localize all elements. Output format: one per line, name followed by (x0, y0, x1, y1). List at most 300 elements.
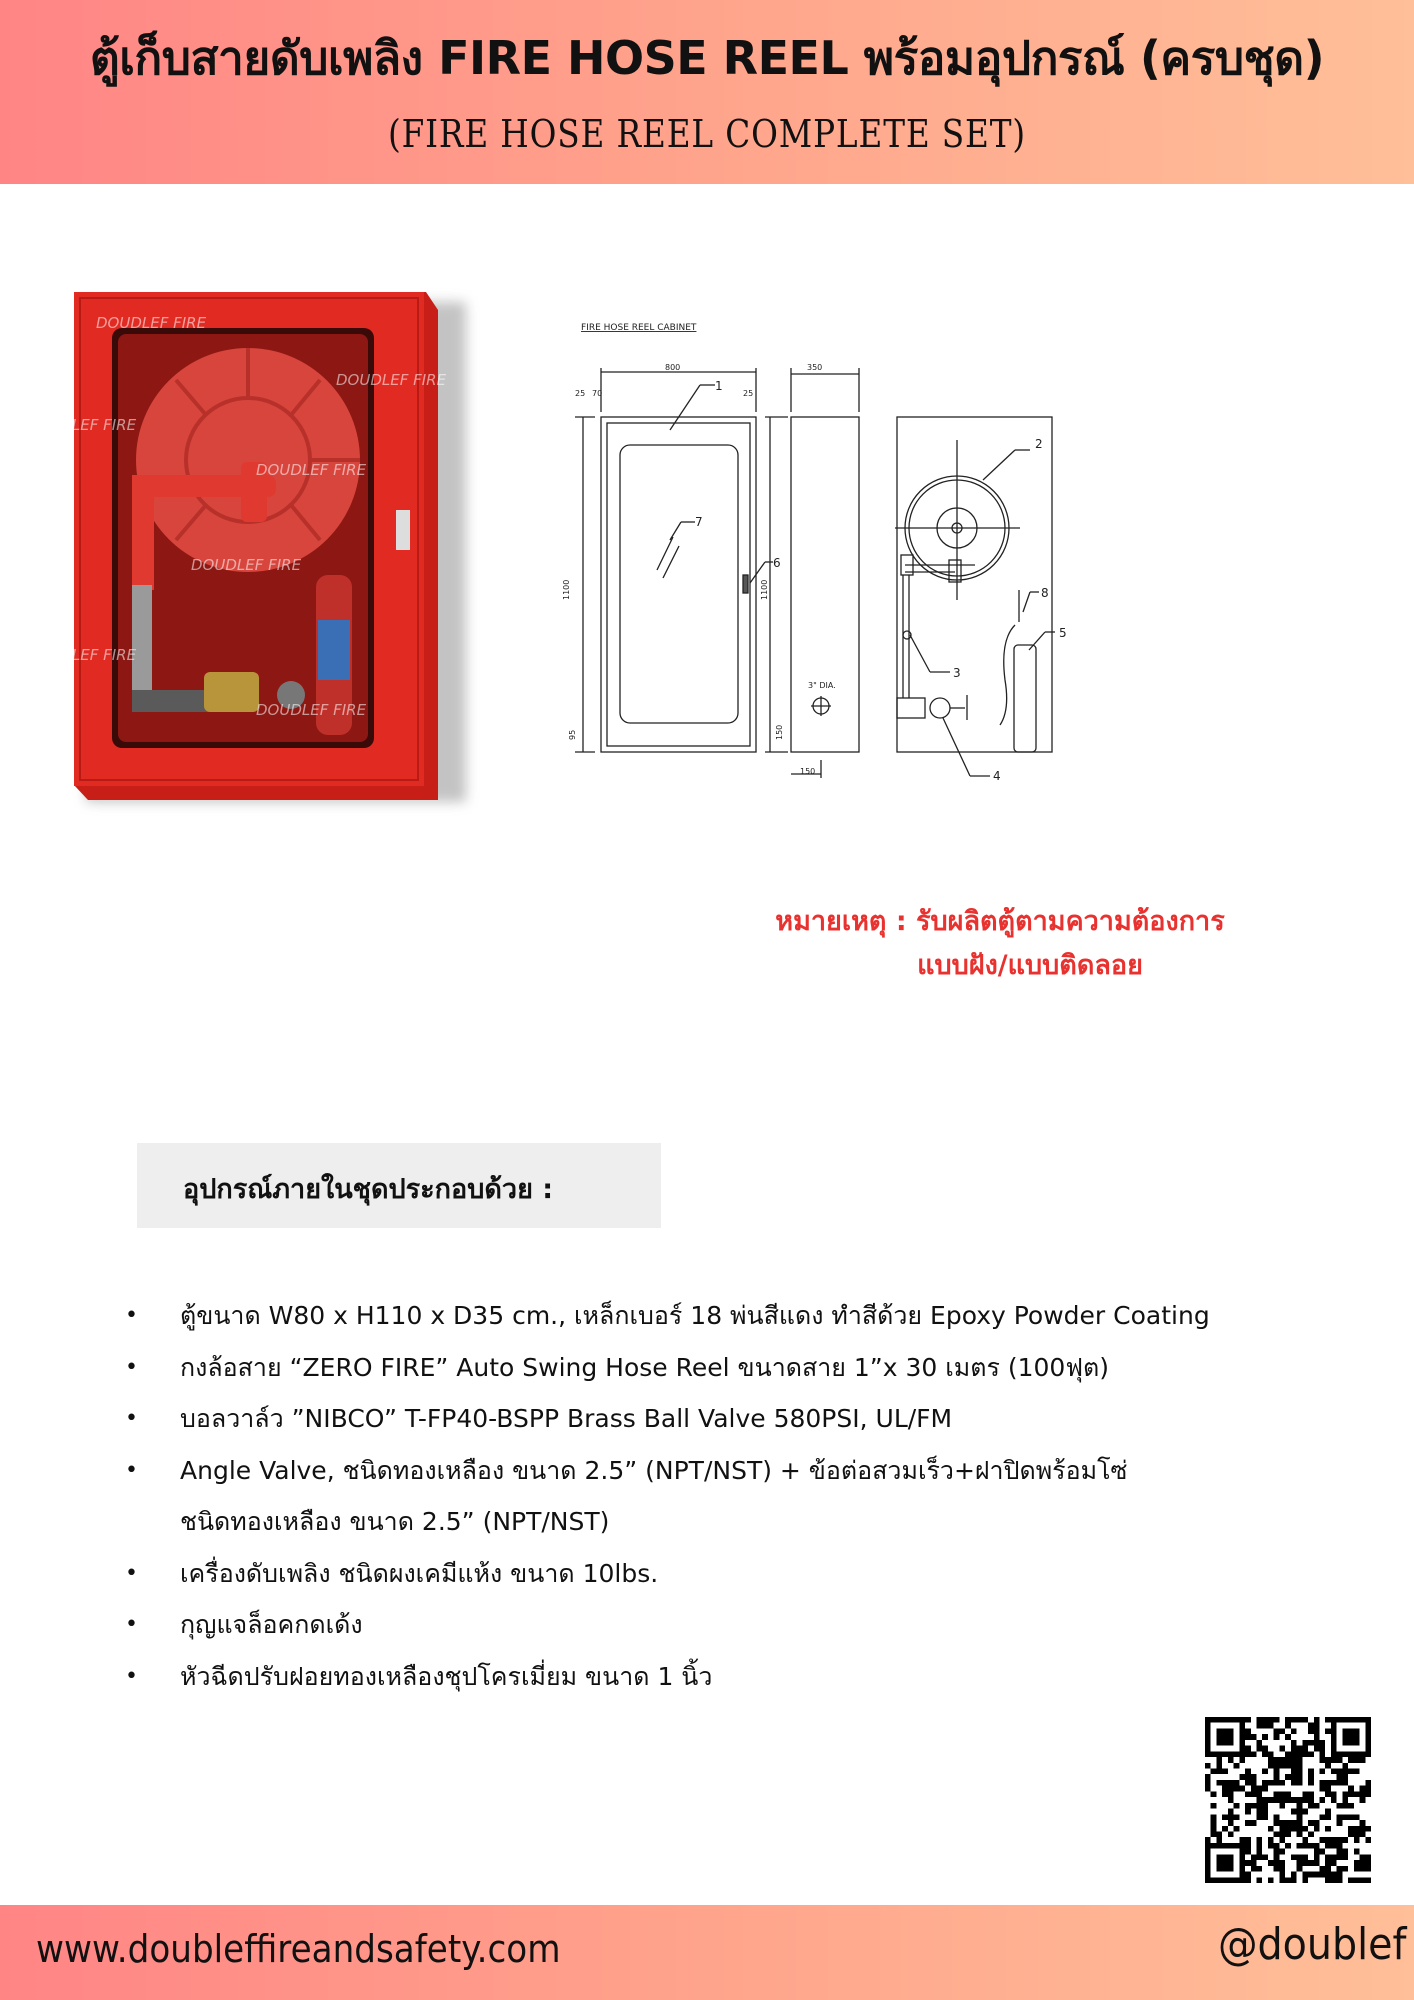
qr-module (1354, 1849, 1360, 1855)
qr-module (1302, 1877, 1308, 1883)
qr-module (1365, 1866, 1371, 1872)
qr-module (1205, 1786, 1211, 1792)
qr-module (1365, 1791, 1371, 1797)
qr-module (1354, 1831, 1360, 1837)
qr-module (1319, 1786, 1325, 1792)
qr-module (1262, 1723, 1268, 1729)
qr-module (1222, 1826, 1228, 1832)
qr-module (1279, 1866, 1285, 1872)
qr-module (1279, 1780, 1285, 1786)
qr-module (1257, 1786, 1263, 1792)
qr-module (1205, 1837, 1211, 1843)
qr-module (1337, 1872, 1343, 1878)
qr-module (1302, 1809, 1308, 1815)
qr-module (1337, 1866, 1343, 1872)
qr-module (1245, 1746, 1251, 1752)
qr-module (1302, 1740, 1308, 1746)
qr-module (1342, 1728, 1359, 1745)
qr-module (1245, 1803, 1251, 1809)
qr-module (1360, 1831, 1366, 1837)
qr-module (1319, 1769, 1325, 1775)
qr-module (1342, 1791, 1348, 1797)
watermark: DOUDLEF FIRE (336, 371, 447, 389)
qr-module (1337, 1849, 1343, 1855)
qr-module (1228, 1797, 1234, 1803)
qr-module (1308, 1860, 1314, 1866)
qr-module (1360, 1860, 1366, 1866)
qr-module (1319, 1757, 1325, 1763)
qr-module (1342, 1814, 1348, 1820)
qr-module (1245, 1849, 1251, 1855)
callout: 1 (715, 379, 723, 393)
qr-module (1216, 1769, 1222, 1775)
bullet: • (125, 1406, 138, 1431)
qr-module (1274, 1774, 1280, 1780)
qr-module (1319, 1849, 1325, 1855)
qr-module (1302, 1791, 1308, 1797)
qr-module (1308, 1723, 1314, 1729)
qr-module (1331, 1860, 1337, 1866)
callout: 3 (953, 666, 961, 680)
qr-module (1360, 1791, 1366, 1797)
qr-module (1308, 1872, 1314, 1878)
qr-module (1285, 1774, 1291, 1780)
qr-module (1297, 1774, 1303, 1780)
qr-module (1325, 1791, 1331, 1797)
qr-module (1211, 1769, 1217, 1775)
qr-module (1325, 1843, 1331, 1849)
qr-module (1360, 1757, 1366, 1763)
qr-module (1274, 1831, 1280, 1837)
watermark: DOUDLEF FIRE (26, 646, 137, 664)
qr-module (1319, 1866, 1325, 1872)
qr-module (1308, 1843, 1314, 1849)
qr-module (1365, 1837, 1371, 1843)
qr-module (1228, 1786, 1234, 1792)
qr-module (1319, 1780, 1325, 1786)
qr-module (1285, 1797, 1291, 1803)
qr-module (1314, 1740, 1320, 1746)
qr-module (1342, 1797, 1348, 1803)
qr-module (1274, 1734, 1280, 1740)
qr-module (1257, 1803, 1263, 1809)
watermark: DOUDLEF FIRE (256, 461, 367, 479)
qr-module (1268, 1837, 1274, 1843)
dim-hole: 150 (800, 767, 816, 776)
qr-module (1257, 1723, 1263, 1729)
qr-module (1325, 1872, 1331, 1878)
qr-module (1319, 1740, 1325, 1746)
qr-module (1268, 1860, 1274, 1866)
drawing-title: FIRE HOSE REEL CABINET (581, 323, 697, 333)
qr-module (1216, 1854, 1233, 1871)
qr-module (1257, 1791, 1263, 1797)
qr-module (1291, 1717, 1297, 1723)
qr-module (1319, 1751, 1325, 1757)
list-item-text: หัวฉีดปรับฝอยทองเหลืองชุปโครเมี่ยม ขนาด 1 นิ้ว (180, 1661, 713, 1691)
qr-module (1337, 1769, 1343, 1775)
dim-depth: 350 (807, 363, 823, 372)
dim-height: 1100 (760, 579, 769, 600)
qr-module (1342, 1866, 1348, 1872)
note-line-2: แบบฝัง/แบบติดลอย (917, 950, 1143, 981)
qr-module (1245, 1751, 1251, 1757)
qr-module (1216, 1831, 1222, 1837)
qr-module (1262, 1734, 1268, 1740)
qr-module (1285, 1757, 1291, 1763)
qr-module (1285, 1831, 1291, 1837)
qr-module (1308, 1780, 1314, 1786)
qr-module (1251, 1791, 1257, 1797)
qr-module (1360, 1866, 1366, 1872)
qr-module (1279, 1763, 1285, 1769)
qr-module (1337, 1837, 1343, 1843)
qr-module (1314, 1826, 1320, 1832)
qr-module (1285, 1723, 1291, 1729)
dim-frame: 70 (592, 389, 603, 398)
qr-module (1297, 1831, 1303, 1837)
qr-module (1325, 1837, 1331, 1843)
qr-module (1325, 1877, 1331, 1883)
qr-module (1297, 1751, 1303, 1757)
qr-module (1285, 1734, 1291, 1740)
callout: 5 (1059, 626, 1067, 640)
qr-module (1337, 1820, 1343, 1826)
qr-module (1291, 1877, 1297, 1883)
qr-module (1245, 1734, 1251, 1740)
qr-module (1228, 1780, 1234, 1786)
qr-module (1365, 1854, 1371, 1860)
qr-module (1257, 1809, 1263, 1815)
includes-heading-box (137, 1143, 661, 1228)
qr-module (1245, 1717, 1251, 1723)
qr-module (1251, 1854, 1257, 1860)
bullet: • (125, 1303, 138, 1328)
qr-module (1257, 1717, 1263, 1723)
qr-module (1325, 1809, 1331, 1815)
header-banner (0, 0, 1414, 184)
qr-module (1348, 1791, 1354, 1797)
qr-module (1308, 1740, 1314, 1746)
qr-module (1360, 1826, 1366, 1832)
qr-module (1331, 1854, 1337, 1860)
qr-module (1308, 1751, 1314, 1757)
qr-module (1297, 1780, 1303, 1786)
qr-module (1308, 1803, 1314, 1809)
qr-module (1297, 1809, 1303, 1815)
qr-module (1354, 1860, 1360, 1866)
qr-module (1314, 1860, 1320, 1866)
qr-module (1211, 1814, 1217, 1820)
qr-module (1314, 1820, 1320, 1826)
qr-module (1251, 1734, 1257, 1740)
qr-module (1302, 1751, 1308, 1757)
qr-module (1274, 1843, 1280, 1849)
qr-module (1291, 1746, 1297, 1752)
list-item (125, 1548, 1275, 1600)
qr-module (1314, 1854, 1320, 1860)
page-title: ตู้เก็บสายดับเพลิง FIRE HOSE REEL พร้อมอุปกรณ์ (ครบชุด) (89, 31, 1325, 85)
qr-module (1222, 1786, 1228, 1792)
qr-module (1302, 1854, 1308, 1860)
qr-module (1251, 1860, 1257, 1866)
qr-module (1274, 1820, 1280, 1826)
qr-module (1319, 1746, 1325, 1752)
qr-module (1279, 1757, 1285, 1763)
bullet: • (125, 1354, 138, 1380)
qr-module (1285, 1826, 1291, 1832)
qr-module (1268, 1717, 1274, 1723)
qr-module (1342, 1763, 1348, 1769)
list-item-continuation: ชนิดทองเหลือง ขนาด 2.5” (NPT/NST) (180, 1507, 610, 1536)
qr-module (1291, 1740, 1297, 1746)
qr-module (1285, 1820, 1291, 1826)
qr-module (1342, 1769, 1348, 1775)
qr-module (1274, 1769, 1280, 1775)
dim-hole: 150 (775, 724, 784, 740)
qr-module (1302, 1826, 1308, 1832)
qr-module (1268, 1757, 1274, 1763)
qr-module (1297, 1763, 1303, 1769)
list-item-text: Angle Valve, ชนิดทองเหลือง ขนาด 2.5” (NPT/NST) + ข้อต่อสวมเร็ว+ฝาปิดพร้อมโซ่ (180, 1455, 1128, 1485)
qr-module (1274, 1791, 1280, 1797)
qr-module (1314, 1728, 1320, 1734)
qr-module (1257, 1837, 1263, 1843)
qr-module (1308, 1820, 1314, 1826)
qr-module (1262, 1797, 1268, 1803)
qr-module (1268, 1780, 1274, 1786)
qr-module (1337, 1854, 1343, 1860)
qr-module (1228, 1809, 1234, 1815)
qr-module (1325, 1854, 1331, 1860)
qr-module (1337, 1803, 1343, 1809)
qr-module (1319, 1872, 1325, 1878)
qr-module (1279, 1791, 1285, 1797)
qr-module (1308, 1769, 1314, 1775)
qr-module (1302, 1860, 1308, 1866)
qr-module (1245, 1774, 1251, 1780)
qr-module (1308, 1774, 1314, 1780)
qr-module (1297, 1717, 1303, 1723)
qr-module (1291, 1751, 1297, 1757)
qr-module (1331, 1877, 1337, 1883)
qr-module (1337, 1877, 1343, 1883)
qr-module (1348, 1786, 1354, 1792)
qr-module (1285, 1791, 1291, 1797)
bullet: • (125, 1663, 138, 1689)
list-item-text: กุญแจล็อคกดเด้ง (180, 1610, 363, 1639)
qr-module (1251, 1780, 1257, 1786)
qr-module (1297, 1803, 1303, 1809)
qr-module (1262, 1746, 1268, 1752)
dim-hole-label: 3" DIA. (808, 681, 836, 690)
qr-module (1331, 1843, 1337, 1849)
qr-module (1274, 1763, 1280, 1769)
qr-module (1291, 1769, 1297, 1775)
qr-module (1262, 1780, 1268, 1786)
qr-module (1251, 1774, 1257, 1780)
qr-module (1262, 1717, 1268, 1723)
qr-module (1222, 1814, 1228, 1820)
technical-drawing (545, 300, 1365, 790)
qr-module (1251, 1866, 1257, 1872)
qr-module (1325, 1786, 1331, 1792)
qr-module (1268, 1751, 1274, 1757)
qr-module (1291, 1820, 1297, 1826)
qr-module (1365, 1780, 1371, 1786)
qr-module (1205, 1774, 1211, 1780)
qr-module (1325, 1780, 1331, 1786)
qr-module (1291, 1809, 1297, 1815)
dim-height: 1100 (562, 579, 571, 600)
qr-module (1308, 1831, 1314, 1837)
bullet: • (125, 1457, 138, 1483)
qr-module (1285, 1877, 1291, 1883)
qr-module (1354, 1757, 1360, 1763)
qr-module (1360, 1877, 1366, 1883)
product-photo (26, 280, 486, 820)
qr-module (1325, 1814, 1331, 1820)
qr-module (1245, 1820, 1251, 1826)
qr-module (1302, 1746, 1308, 1752)
qr-module (1325, 1757, 1331, 1763)
qr-module (1279, 1877, 1285, 1883)
qr-module (1342, 1780, 1348, 1786)
footer-banner (0, 1905, 1414, 2000)
qr-module (1245, 1837, 1251, 1843)
qr-module (1211, 1820, 1217, 1826)
qr-module (1285, 1763, 1291, 1769)
qr-module (1245, 1877, 1251, 1883)
note (700, 900, 1300, 988)
qr-module (1274, 1854, 1280, 1860)
qr-module (1331, 1791, 1337, 1797)
qr-module (1314, 1843, 1320, 1849)
qr-module (1337, 1774, 1343, 1780)
qr-module (1331, 1837, 1337, 1843)
qr-module (1325, 1860, 1331, 1866)
qr-module (1314, 1803, 1320, 1809)
qr-module (1222, 1791, 1228, 1797)
qr-module (1331, 1757, 1337, 1763)
qr-module (1262, 1803, 1268, 1809)
qr-module (1308, 1797, 1314, 1803)
qr-module (1262, 1751, 1268, 1757)
qr-module (1285, 1751, 1291, 1757)
qr-module (1257, 1877, 1263, 1883)
qr-module (1279, 1820, 1285, 1826)
qr-module (1234, 1780, 1240, 1786)
qr-module (1245, 1769, 1251, 1775)
qr-module (1297, 1769, 1303, 1775)
qr-module (1297, 1866, 1303, 1872)
qr-module (1308, 1728, 1314, 1734)
qr-module (1211, 1803, 1217, 1809)
qr-module (1342, 1803, 1348, 1809)
qr-module (1314, 1849, 1320, 1855)
qr-module (1297, 1854, 1303, 1860)
qr-module (1331, 1780, 1337, 1786)
list-item (125, 1599, 1275, 1651)
website-link[interactable]: www.doubleffireandsafety.com (36, 1927, 561, 1971)
qr-module (1291, 1763, 1297, 1769)
bullet: • (125, 1612, 138, 1637)
qr-module (1302, 1872, 1308, 1878)
includes-heading: อุปกรณ์ภายในชุดประกอบด้วย : (183, 1174, 554, 1205)
qr-module (1279, 1826, 1285, 1832)
qr-module (1291, 1774, 1297, 1780)
qr-module (1365, 1877, 1371, 1883)
qr-module (1297, 1757, 1303, 1763)
qr-module (1319, 1814, 1325, 1820)
qr-module (1354, 1837, 1360, 1843)
qr-module (1302, 1797, 1308, 1803)
qr-module (1257, 1849, 1263, 1855)
qr-module (1325, 1763, 1331, 1769)
qr-module (1291, 1757, 1297, 1763)
callout: 2 (1035, 437, 1043, 451)
qr-module (1319, 1837, 1325, 1843)
qr-module (1245, 1872, 1251, 1878)
qr-module (1228, 1757, 1234, 1763)
qr-module (1354, 1826, 1360, 1832)
qr-module (1279, 1797, 1285, 1803)
qr-module (1314, 1717, 1320, 1723)
watermark: DOUDLEF FIRE (191, 556, 302, 574)
qr-module (1268, 1877, 1274, 1883)
qr-module (1365, 1786, 1371, 1792)
qr-module (1302, 1717, 1308, 1723)
qr-module (1348, 1826, 1354, 1832)
qr-module (1365, 1860, 1371, 1866)
list-item (125, 1651, 1275, 1703)
qr-module (1314, 1872, 1320, 1878)
qr-module (1216, 1728, 1233, 1745)
dim-bottom: 95 (568, 729, 577, 740)
list-item-text: ตู้ขนาด W80 x H110 x D35 cm., เหล็กเบอร์ 18 พ่นสีแดง ทำสีด้วย Epoxy Powder Coating (180, 1301, 1210, 1330)
watermark: DOUDLEF FIRE (26, 416, 137, 434)
qr-module (1279, 1831, 1285, 1837)
qr-module (1331, 1872, 1337, 1878)
qr-module (1279, 1803, 1285, 1809)
qr-module (1268, 1723, 1274, 1729)
dim-margin: 25 (743, 389, 754, 398)
qr-module (1342, 1837, 1348, 1843)
list-item (125, 1342, 1275, 1394)
qr-module (1337, 1780, 1343, 1786)
page-subtitle: (FIRE HOSE REEL COMPLETE SET) (387, 112, 1027, 156)
qr-module (1274, 1728, 1280, 1734)
qr-module (1285, 1717, 1291, 1723)
callout: 7 (695, 515, 703, 529)
qr-module (1337, 1843, 1343, 1849)
qr-code[interactable] (1205, 1717, 1371, 1883)
qr-module (1360, 1820, 1366, 1826)
qr-module (1274, 1717, 1280, 1723)
qr-module (1257, 1746, 1263, 1752)
qr-module (1297, 1860, 1303, 1866)
qr-module (1297, 1826, 1303, 1832)
note-line-1: หมายเหตุ : รับผลิตตู้ตามความต้องการ (775, 906, 1225, 937)
qr-module (1342, 1854, 1348, 1860)
qr-module (1274, 1814, 1280, 1820)
qr-module (1342, 1849, 1348, 1855)
qr-module (1279, 1872, 1285, 1878)
list-item (125, 1393, 1275, 1445)
qr-module (1325, 1728, 1331, 1734)
qr-module (1314, 1723, 1320, 1729)
social-handle[interactable]: @doublef (1217, 1919, 1406, 1970)
